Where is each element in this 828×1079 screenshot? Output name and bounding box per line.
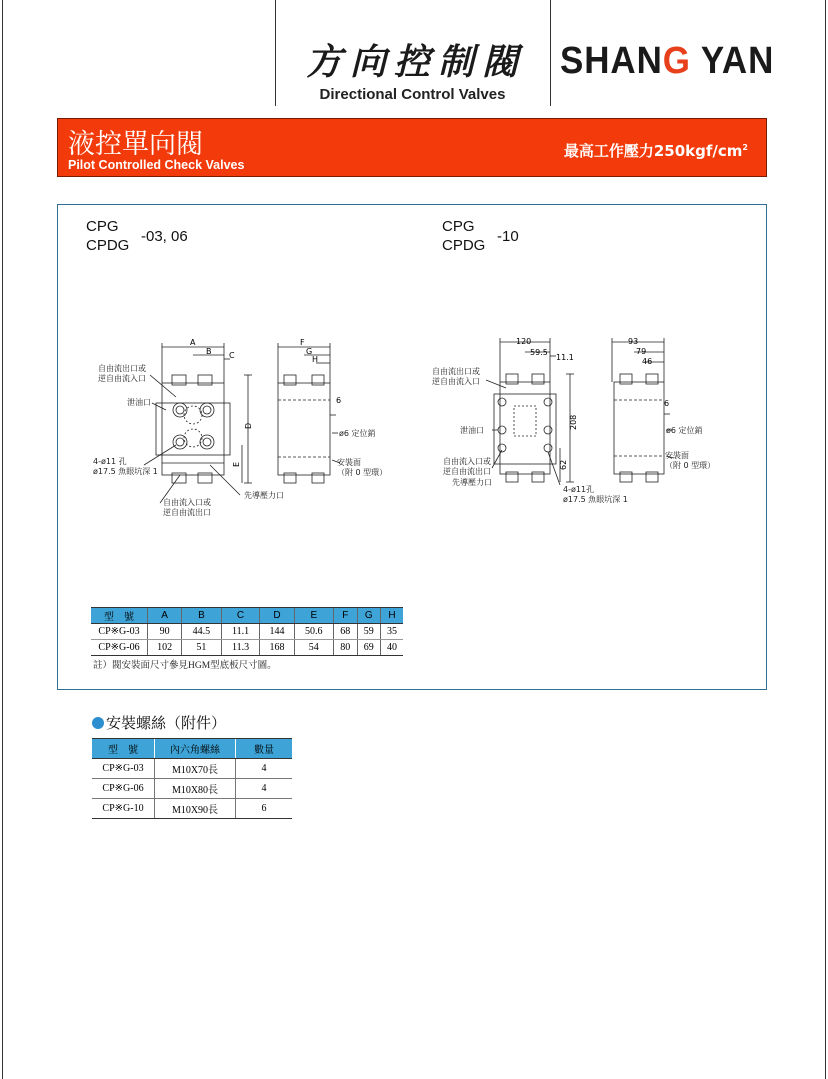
left-model-line2: CPDG [86,237,130,254]
dim-6: 6 [336,396,342,405]
table-cell: 4 [236,779,293,799]
dim-62: 62 [559,459,568,470]
header-divider-left [275,0,276,106]
left-label-holes [93,457,158,477]
dim-th-b: B [182,608,222,624]
dim-th-d: D [260,608,294,624]
dim-C: C [229,351,235,360]
table-cell: 69 [357,640,380,656]
dim-th-model: 型 號 [91,608,148,624]
dim-th-g: G [357,608,380,624]
left-holes-1: 4-ø11 孔 [93,457,127,466]
table-cell: CP※G-10 [92,799,155,819]
table-cell: 102 [148,640,182,656]
table-cell: 44.5 [182,624,222,640]
dim-D: D [244,422,253,429]
table-cell: 54 [294,640,334,656]
brand-part2: YAN [690,40,775,82]
left-model-name [86,217,129,255]
table-row [92,779,292,799]
table-cell: 68 [334,624,357,640]
right-label-free-in [443,457,491,477]
left-free-out-1: 自由流出口或 [98,364,146,373]
bolt-th-qty: 數量 [236,739,293,759]
table-cell: CP※G-06 [92,779,155,799]
dimension-note: 註）閥安裝面尺寸參見HGM型底板尺寸圖。 [93,661,277,671]
table-cell: CP※G-03 [91,624,148,640]
right-free-out-2: 逆自由流入口 [432,377,480,386]
pressure-text: 最高工作壓力250kgf/cm [563,142,743,160]
table-cell: 50.6 [294,624,334,640]
right-holes-2: ø17.5 魚眼坑深 1 [563,495,628,504]
dim-G: G [306,347,313,356]
dim-93: 93 [628,337,639,346]
bolts-table-header [92,739,292,759]
right-free-in-1: 自由流入口或 [443,457,491,466]
left-label-pin: ø6 定位銷 [339,429,376,438]
bolts-section-title [92,712,226,733]
dim-11-1: 11.1 [556,353,574,362]
brand-part1: SHAN [560,40,663,82]
table-cell: 11.3 [221,640,260,656]
table-cell: 4 [236,759,293,779]
left-model-suffix: -03, 06 [141,228,188,245]
bolts-title-text: 安裝螺絲（附件） [106,714,227,732]
dim-H: H [312,355,319,364]
header-divider-right [550,0,551,106]
table-row [91,624,403,640]
right-model-suffix: -10 [497,228,519,245]
section-banner [57,118,767,177]
left-holes-2: ø17.5 魚眼坑深 1 [93,467,158,476]
right-mount-1: 安裝面 [665,451,689,460]
table-cell: 6 [236,799,293,819]
left-model-line1: CPG [86,218,119,235]
left-label-free-in [163,498,211,518]
right-label-pilot: 先導壓力口 [452,478,492,487]
dimension-table [91,607,403,656]
left-label-drain: 泄油口 [127,398,151,407]
table-cell: 35 [381,624,403,640]
right-label-mount [665,451,715,471]
dim-6-right: 6 [664,399,670,408]
right-model-name [442,217,485,255]
left-free-in-2: 逆自由流出口 [163,508,211,517]
dim-F: F [300,338,305,347]
dim-th-h: H [381,608,403,624]
dim-79: 79 [636,347,647,356]
dim-th-c: C [221,608,260,624]
table-cell: M10X90長 [155,799,236,819]
dim-th-f: F [334,608,357,624]
table-cell: CP※G-03 [92,759,155,779]
dim-B: B [206,347,212,356]
dim-59-5: 59.5 [530,348,548,357]
right-label-drain: 泄油口 [460,426,484,435]
bolts-table [92,738,292,819]
table-cell: 144 [260,624,294,640]
header-title-en: Directional Control Valves [319,86,506,103]
dim-th-e: E [294,608,334,624]
dim-120: 120 [516,337,532,346]
table-row [92,759,292,779]
left-label-mount [337,458,387,478]
left-label-pilot: 先導壓力口 [244,491,284,500]
right-model-line2: CPDG [442,237,486,254]
table-cell: 59 [357,624,380,640]
brand-logo [560,40,774,83]
left-mount-1: 安裝面 [337,458,361,467]
page-left-border [2,0,3,1079]
table-cell: M10X70長 [155,759,236,779]
table-cell: 80 [334,640,357,656]
header-title-cn: 方向控制閥 [305,42,526,83]
dim-208: 208 [569,414,578,430]
bullet-dot-icon [92,717,104,729]
table-row [92,799,292,819]
dim-th-a: A [148,608,182,624]
dim-A: A [190,338,196,347]
banner-title-cn: 液控單向閥 [68,129,203,160]
right-mount-2: （附 0 型環） [665,461,716,470]
bolt-th-screw: 內六角螺絲 [155,739,236,759]
right-label-holes [563,485,628,505]
left-free-out-2: 逆自由流入口 [98,374,146,383]
left-free-in-1: 自由流入口或 [163,498,211,507]
right-label-pin: ø6 定位銷 [666,426,703,435]
table-cell: 168 [260,640,294,656]
right-label-free-out [432,367,480,387]
banner-pressure [564,140,748,161]
page-right-border [825,0,826,1079]
bolt-th-model: 型 號 [92,739,155,759]
table-cell: 11.1 [221,624,260,640]
table-cell: 51 [182,640,222,656]
table-cell: M10X80長 [155,779,236,799]
pressure-sup: 2 [742,143,748,152]
right-holes-1: 4-ø11孔 [563,485,595,494]
banner-title-en: Pilot Controlled Check Valves [68,158,245,172]
table-cell: CP※G-06 [91,640,148,656]
dimension-table-header [91,608,403,624]
right-free-in-2: 逆自由流出口 [443,467,491,476]
table-cell: 90 [148,624,182,640]
dim-E: E [232,461,241,467]
dim-46: 46 [642,357,653,366]
table-row [91,640,403,656]
left-mount-2: （附 0 型環） [337,468,388,477]
brand-g: G [662,40,691,82]
right-model-line1: CPG [442,218,475,235]
right-free-out-1: 自由流出口或 [432,367,480,376]
left-label-free-out [98,364,146,384]
table-cell: 40 [381,640,403,656]
